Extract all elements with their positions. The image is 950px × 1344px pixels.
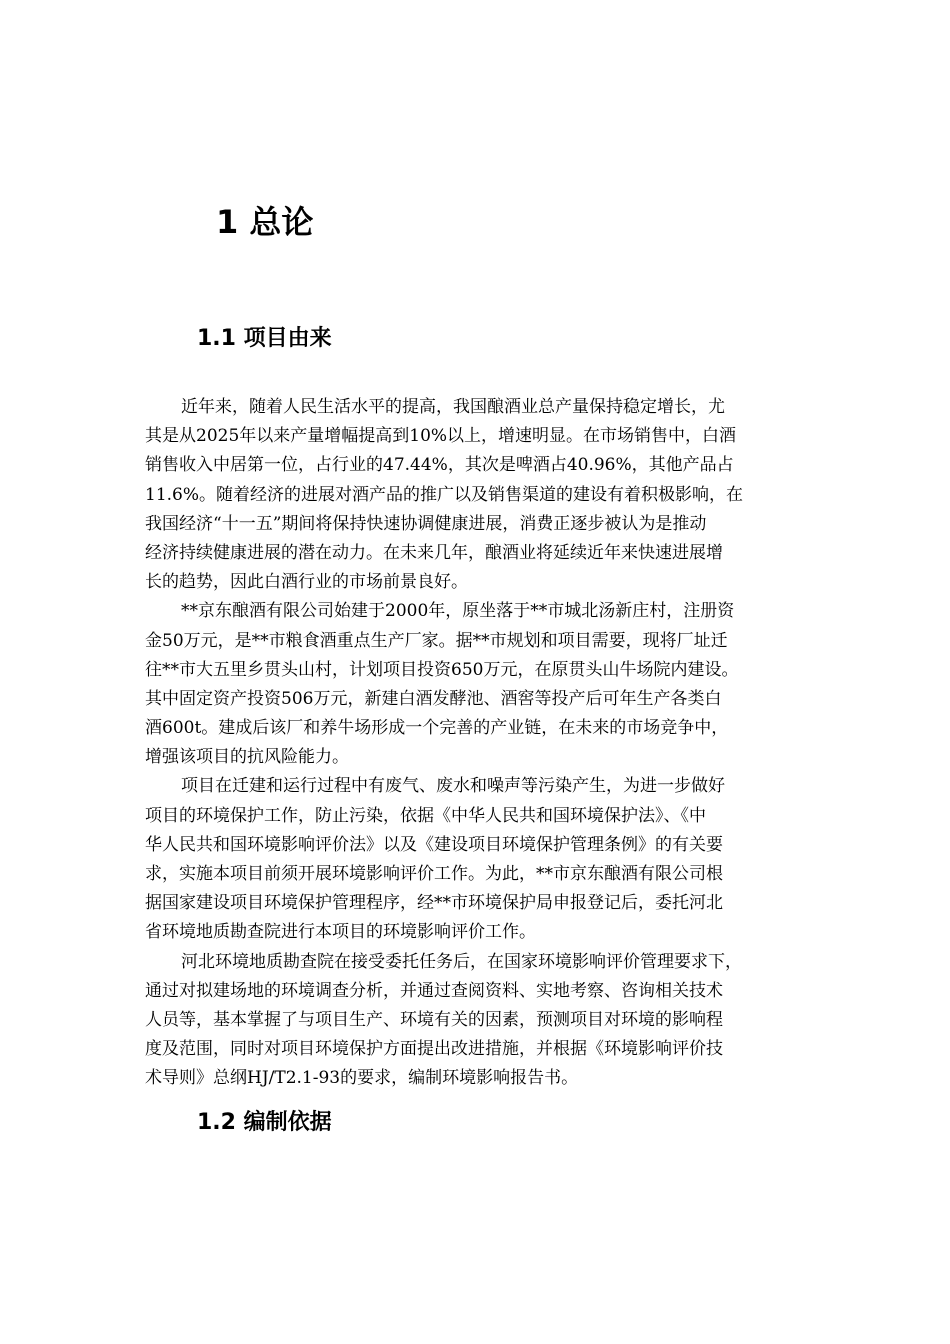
paragraph-line: 往**市大五里乡贯头山村，计划项目投资650万元，在原贯头山牛场院内建设。: [145, 659, 739, 680]
paragraph-line: **京东酿酒有限公司始建于2000年，原坐落于**市城北汤新庄村，注册资: [181, 601, 735, 622]
paragraph-line: 我国经济“十一五”期间将保持快速协调健康进展，消费正逐步被认为是推动: [145, 513, 707, 534]
paragraph-line: 其是从2025年以来产量增幅提高到10%以上，增速明显。在市场销售中，白酒: [145, 426, 737, 447]
paragraph-line: 人员等，基本掌握了与项目生产、环境有关的因素，预测项目对环境的影响程: [145, 1009, 723, 1030]
paragraph-line: 求，实施本项目前须开展环境影响评价工作。为此，**市京东酿酒有限公司根: [145, 864, 723, 884]
paragraph-line: 其中固定资产投资506万元，新建白酒发酵池、酒窖等投产后可年生产各类白: [145, 688, 722, 709]
paragraph-line: 项目在迁建和运行过程中有废气、废水和噪声等污染产生，为进一步做好: [181, 776, 725, 797]
paragraph-line: 华人民共和国环境影响评价法》以及《建设项目环境保护管理条例》的有关要: [145, 834, 723, 855]
section-title-1-1: 1.1 项目由来: [197, 326, 332, 351]
paragraph-line: 近年来，随着人民生活水平的提高，我国酿酒业总产量保持稳定增长，尤: [181, 397, 725, 417]
paragraph-line: 金50万元，是**市粮食酒重点生产厂家。据**市规划和项目需要，现将厂址迁: [145, 630, 728, 651]
section-body: [145, 393, 830, 1094]
chapter-title: 1 总论: [216, 203, 314, 241]
paragraph-line: 据国家建设项目环境保护管理程序，经**市环境保护局申报登记后，委托河北: [145, 893, 723, 914]
paragraph-line: 术导则》总纲HJ/T2.1-93的要求，编制环境影响报告书。: [145, 1068, 579, 1089]
paragraph-line: 省环境地质勘查院进行本项目的环境影响评价工作。: [145, 922, 536, 943]
paragraph-line: 项目的环境保护工作，防止污染，依据《中华人民共和国环境保护法》、《中: [145, 805, 706, 826]
paragraph-line: 销售收入中居第一位，占行业的47.44%，其次是啤酒占40.96%，其他产品占: [145, 455, 734, 476]
paragraph-line: 河北环境地质勘查院在接受委托任务后，在国家环境影响评价管理要求下，: [181, 951, 742, 972]
section-title-1-2: 1.2 编制依据: [197, 1110, 332, 1135]
paragraph-line: 长的趋势，因此白酒行业的市场前景良好。: [145, 572, 468, 593]
paragraph-line: 11.6%。随着经济的进展对酒产品的推广以及销售渠道的建设有着积极影响，在: [145, 484, 744, 505]
paragraph-line: 酒600t。建成后该厂和养牛场形成一个完善的产业链，在未来的市场竞争中，: [145, 718, 729, 739]
paragraph-line: 经济持续健康进展的潜在动力。在未来几年，酿酒业将延续近年来快速进展增: [145, 542, 723, 563]
paragraph-line: 增强该项目的抗风险能力。: [145, 747, 349, 768]
paragraph-line: 度及范围，同时对项目环境保护方面提出改进措施，并根据《环境影响评价技: [145, 1039, 723, 1060]
paragraph-line: 通过对拟建场地的环境调查分析，并通过查阅资料、实地考察、咨询相关技术: [145, 980, 723, 1001]
